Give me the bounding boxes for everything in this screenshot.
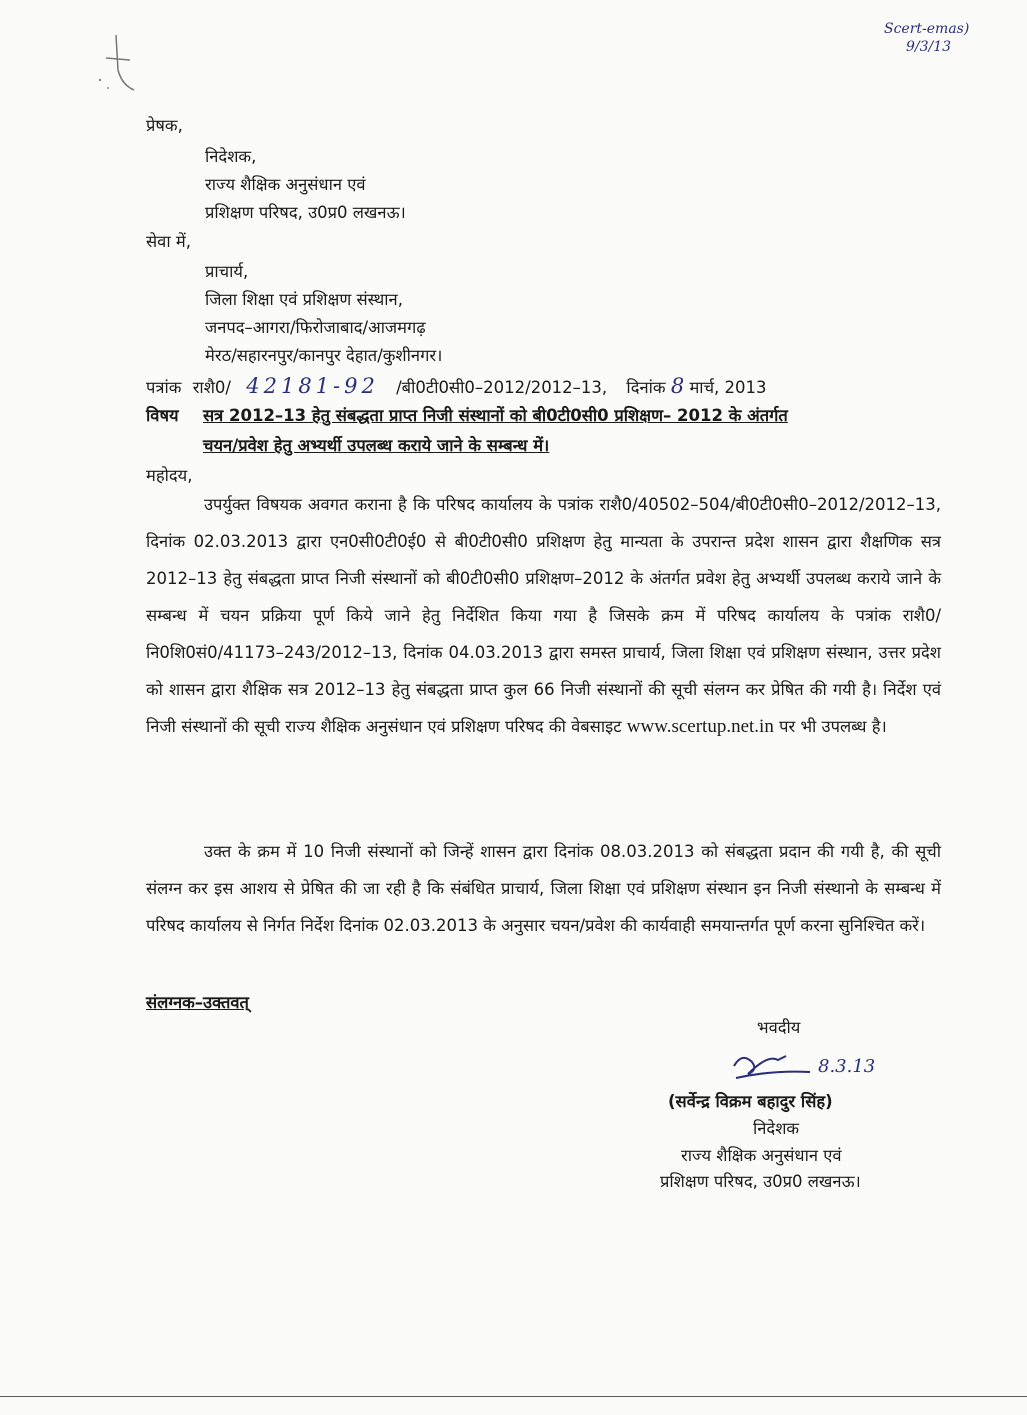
sender-line-3: प्रशिक्षण परिषद, उ0प्र0 लखनऊ। <box>205 203 406 222</box>
signature-scribble <box>728 1044 818 1084</box>
signatory-name: (सर्वेन्द्र विक्रम बहादुर सिंह) <box>668 1092 833 1111</box>
enclosure-label: संलग्नक–उक्तवत् <box>146 993 249 1012</box>
reference-line <box>146 376 767 398</box>
signatory-org-line-1: राज्य शैक्षिक अनुसंधान एवं <box>681 1146 842 1165</box>
reference-date-rest: मार्च, 2013 <box>689 378 767 397</box>
website-link: www.scertup.net.in <box>626 716 774 737</box>
reference-handwritten-day: 8 <box>670 374 685 398</box>
reference-prefix: राशै0/ <box>192 378 231 397</box>
sender-line-1: निदेशक, <box>205 147 257 166</box>
paragraph-1-end: पर भी उपलब्ध है। <box>779 717 887 736</box>
paragraph-1-text: उपर्युक्त विषयक अवगत कराना है कि परिषद कार्यालय के पत्रांक राशै0/40502–504/बी0टी0सी0–2012/2012–13, दिनांक 02.03.2013 द्वारा एन0सी0टी0ई0 से बी0टी0सी0 प्रशिक्षण हेतु मान्यता के उपरान्त प्रदेश शासन द्वारा शैक्षणिक सत्र 2012–13 हेतु संबद्धता प्राप्त निजी संस्थानों को बी0टी0सी0 प्रशिक्षण–2012 के अंतर्गत प्रवेश हेतु अभ्यर्थी उपलब्ध कराये जाने के सम्बन्ध में चयन प्रक्रिया पूर्ण किये जाने हेतु निर्देशित किया गया है जिसके क्रम में परिषद कार्यालय के पत्रांक राशै0/नि0शि0सं0/41173–243/2012–13, दिनांक 04.03.2013 द्वारा समस्त प्राचार्य, जिला शिक्षा एवं प्रशिक्षण संस्थान, उत्तर प्रदेश को शासन द्वारा शैक्षिक सत्र 2012–13 हेतु संबद्धता प्राप्त कुल 66 निजी संस्थानों की सूची संलग्न कर प्रेषित की गयी है। निर्देश एवं निजी संस्थानों की सूची राज्य शैक्षिक अनुसंधान एवं प्रशिक्षण परिषद की वेबसाइट <box>146 495 941 736</box>
recipient-line-4: मेरठ/सहारनपुर/कानपुर देहात/कुशीनगर। <box>205 346 443 365</box>
signatory-designation: निदेशक <box>753 1119 800 1138</box>
subject-line-2: चयन/प्रवेश हेतु अभ्यर्थी उपलब्ध कराये जाने के सम्बन्ध में। <box>203 436 550 455</box>
handwritten-corner-note <box>884 20 969 56</box>
body-paragraph-1 <box>146 486 941 745</box>
recipient-line-2: जिला शिक्षा एवं प्रशिक्षण संस्थान, <box>205 290 403 309</box>
recipient-heading: सेवा में, <box>146 232 191 251</box>
salutation: महोदय, <box>146 466 193 485</box>
recipient-line-1: प्राचार्य, <box>205 262 249 281</box>
sender-heading: प्रेषक, <box>146 116 183 135</box>
subject-label: विषय <box>146 406 179 425</box>
signatory-org-line-2: प्रशिक्षण परिषद, उ0प्र0 लखनऊ। <box>660 1172 861 1191</box>
body-paragraph-2 <box>146 833 941 944</box>
reference-handwritten-number: 42181-92 <box>246 374 379 398</box>
paragraph-2-text: उक्त के क्रम में 10 निजी संस्थानों को जिन्हें शासन द्वारा दिनांक 08.03.2013 को संबद्धता प्रदान की गयी है, की सूची संलग्न कर इस आशय से प्रेषित की जा रही है कि संबंधित प्राचार्य, जिला शिक्षा एवं प्रशिक्षण संस्थान इन निजी संस्थानो के सम्बन्ध में परिषद कार्यालय से निर्गत निर्देश दिनांक 02.03.2013 के अनुसार चयन/प्रवेश की कार्यवाही समयान्तर्गत पूर्ण करना सुनिश्चित करें। <box>146 842 941 935</box>
pen-mark-icon <box>86 30 146 100</box>
sender-line-2: राज्य शैक्षिक अनुसंधान एवं <box>205 175 366 194</box>
subject-line-1: सत्र 2012–13 हेतु संबद्धता प्राप्त निजी संस्थानों को बी0टी0सी0 प्रशिक्षण– 2012 के अंतर्गत <box>203 406 788 425</box>
reference-middle: /बी0टी0सी0–2012/2012–13, <box>396 378 608 397</box>
recipient-line-3: जनपद–आगरा/फिरोजाबाद/आजमगढ़ <box>205 318 426 337</box>
corner-note-line-1: Scert-emas) <box>884 21 970 37</box>
corner-note-line-2: 9/3/13 <box>906 39 952 55</box>
reference-label: पत्रांक <box>146 378 182 397</box>
signature-handwritten-date: 8.3.13 <box>818 1056 876 1077</box>
closing: भवदीय <box>757 1018 801 1037</box>
scan-bottom-edge <box>0 1396 1027 1397</box>
reference-date-label: दिनांक <box>626 378 666 397</box>
